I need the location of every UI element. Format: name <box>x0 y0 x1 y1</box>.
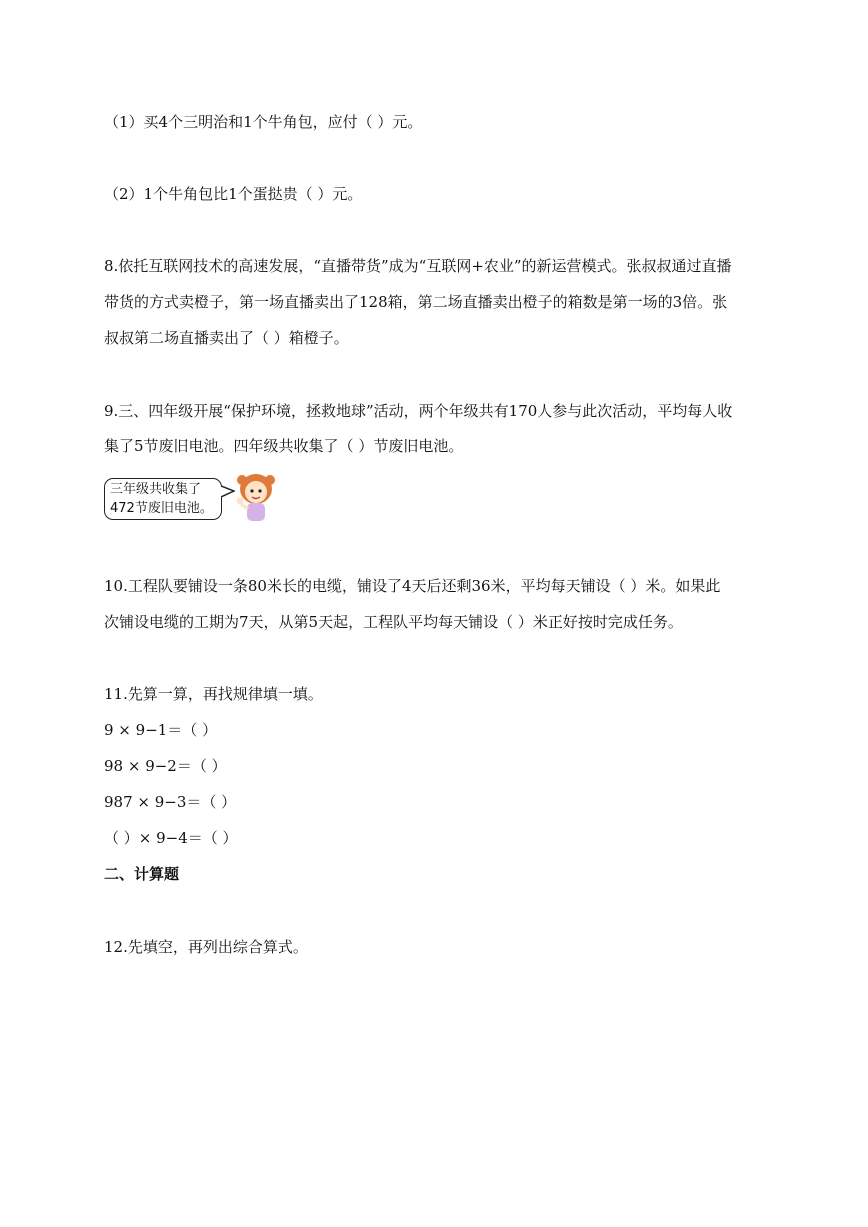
q8-line2: 带货的方式卖橙子，第一场直播卖出了128箱，第二场直播卖出橙子的箱数是第一场的3倍。张 <box>104 293 728 311</box>
q8-line1: 8.依托互联网技术的高速发展，“直播带货”成为“互联网+农业”的新运营模式。张叔叔通过直播 <box>104 257 732 275</box>
q11-title: 11.先算一算，再找规律填一填。 <box>104 685 323 703</box>
bubble-line-2: 472节废旧电池。 <box>110 501 213 516</box>
q7-sub1: （1）买4个三明治和1个牛角包，应付（ ）元。 <box>104 113 423 131</box>
bubble-tail-icon <box>221 484 235 500</box>
q11-row-3: 987 × 9−3＝（ ） <box>104 793 237 811</box>
q10-line1: 10.工程队要铺设一条80米长的电缆，铺设了4天后还剩36米，平均每天铺设（ ）米。如果此 <box>104 577 721 595</box>
q10-line2: 次铺设电缆的工期为7天，从第5天起，工程队平均每天铺设（ ）米正好按时完成任务。 <box>104 613 683 631</box>
girl-illustration-icon <box>234 471 278 523</box>
q11-row-1: 9 × 9−1＝（ ） <box>104 721 218 739</box>
bubble-line-1: 三年级共收集了 <box>110 482 202 497</box>
q12-title: 12.先填空，再列出综合算式。 <box>104 938 308 956</box>
q11-row-2: 98 × 9−2＝（ ） <box>104 757 227 775</box>
q9-line1: 9.三、四年级开展“保护环境，拯救地球”活动，两个年级共有170人参与此次活动，平均每人收 <box>104 402 733 420</box>
section-title: 二、计算题 <box>104 865 180 883</box>
q7-sub2: （2）1个牛角包比1个蛋挞贵（ ）元。 <box>104 185 363 203</box>
q11-row-4: （ ）× 9−4＝（ ） <box>104 829 238 847</box>
speech-bubble <box>104 478 222 520</box>
q8-line3: 叔叔第二场直播卖出了（ ）箱橙子。 <box>104 329 349 347</box>
q9-line2: 集了5节废旧电池。四年级共收集了（ ）节废旧电池。 <box>104 437 464 455</box>
